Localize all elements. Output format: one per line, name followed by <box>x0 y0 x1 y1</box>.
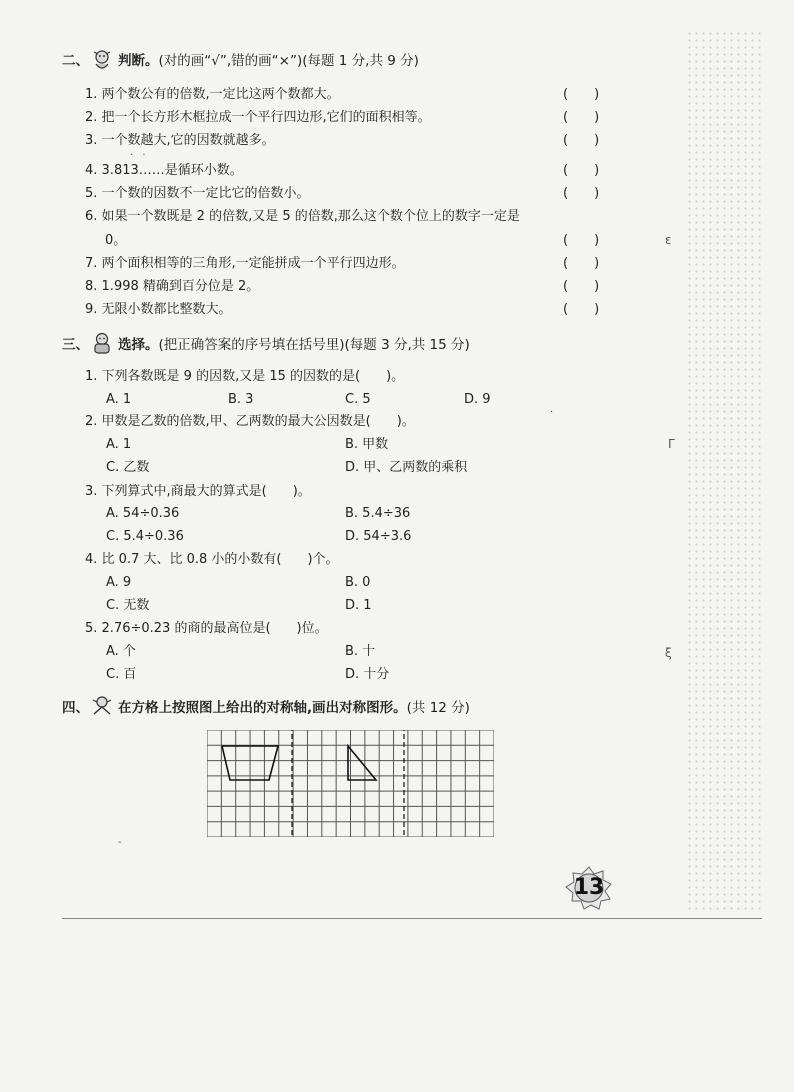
footer-rule <box>62 918 762 919</box>
section-choice-title: 选择。 <box>118 337 159 353</box>
section-choice-number: 三、 <box>62 337 89 353</box>
scan-mark: ‐ <box>118 837 122 848</box>
choice-q5-option-a[interactable]: A. 个 <box>106 644 136 659</box>
choice-q4-option-d[interactable]: D. 1 <box>345 598 372 613</box>
section-judge-heading <box>118 52 419 70</box>
mascot-icon <box>90 48 114 72</box>
judge-item-2: 2. 把一个长方形木框拉成一个平行四边形,它们的面积相等。 <box>85 110 431 125</box>
choice-question-5: 5. 2.76÷0.23 的商的最高位是( )位。 <box>85 621 328 636</box>
section-choice-heading <box>118 336 470 354</box>
choice-q5-option-b[interactable]: B. 十 <box>345 644 376 659</box>
judge-answer-7[interactable]: ( ) <box>563 256 600 271</box>
repeat-dots: · · <box>130 150 149 161</box>
judge-item-4: 4. 3.813……是循环小数。 <box>85 163 243 178</box>
choice-q1-option-c[interactable]: C. 5 <box>345 392 371 407</box>
choice-q2-option-b[interactable]: B. 甲数 <box>345 437 389 452</box>
choice-q5-option-c[interactable]: C. 百 <box>106 667 137 682</box>
section-draw-heading <box>118 699 470 717</box>
judge-item-8: 8. 1.998 精确到百分位是 2。 <box>85 279 260 294</box>
binding-dots <box>686 30 764 910</box>
choice-q3-option-a[interactable]: A. 54÷0.36 <box>106 506 180 521</box>
choice-q2-option-a[interactable]: A. 1 <box>106 437 132 452</box>
mascot-icon <box>90 331 114 355</box>
scan-mark: Γ <box>668 437 675 451</box>
judge-answer-5[interactable]: ( ) <box>563 186 600 201</box>
choice-question-1: 1. 下列各数既是 9 的因数,又是 15 的因数的是( )。 <box>85 369 405 384</box>
choice-q2-option-d[interactable]: D. 甲、乙两数的乘积 <box>345 460 468 475</box>
section-draw-note: (共 12 分) <box>406 700 470 716</box>
page-number: 13 <box>573 875 605 900</box>
judge-item-6-cont: 0。 <box>105 233 127 248</box>
judge-item-7: 7. 两个面积相等的三角形,一定能拼成一个平行四边形。 <box>85 256 405 271</box>
judge-answer-4[interactable]: ( ) <box>563 163 600 178</box>
choice-q1-option-d[interactable]: D. 9 <box>464 392 491 407</box>
section-judge-title: 判断。 <box>118 53 159 69</box>
judge-answer-6[interactable]: ( ) <box>563 233 600 248</box>
judge-answer-2[interactable]: ( ) <box>563 110 600 125</box>
choice-question-3: 3. 下列算式中,商最大的算式是( )。 <box>85 484 311 499</box>
section-draw-title: 在方格上按照图上给出的对称轴,画出对称图形。 <box>118 700 407 716</box>
choice-q3-option-c[interactable]: C. 5.4÷0.36 <box>106 529 184 544</box>
choice-q2-option-c[interactable]: C. 乙数 <box>106 460 150 475</box>
choice-q4-option-b[interactable]: B. 0 <box>345 575 371 590</box>
choice-q4-option-a[interactable]: A. 9 <box>106 575 132 590</box>
scan-mark: ξ <box>665 646 672 660</box>
judge-answer-3[interactable]: ( ) <box>563 133 600 148</box>
mascot-icon <box>90 694 114 718</box>
choice-q4-option-c[interactable]: C. 无数 <box>106 598 150 613</box>
choice-question-4: 4. 比 0.7 大、比 0.8 小的小数有( )个。 <box>85 552 339 567</box>
scan-mark: · <box>550 407 554 418</box>
section-draw-number: 四、 <box>62 700 89 716</box>
choice-q3-option-b[interactable]: B. 5.4÷36 <box>345 506 411 521</box>
choice-q3-option-d[interactable]: D. 54÷3.6 <box>345 529 412 544</box>
scan-mark: ε <box>665 233 672 247</box>
symmetry-grid-drawing <box>207 730 494 837</box>
judge-answer-1[interactable]: ( ) <box>563 87 600 102</box>
judge-answer-8[interactable]: ( ) <box>563 279 600 294</box>
judge-answer-9[interactable]: ( ) <box>563 302 600 317</box>
judge-item-6: 6. 如果一个数既是 2 的倍数,又是 5 的倍数,那么这个数个位上的数字一定是 <box>85 209 520 224</box>
section-judge-number: 二、 <box>62 53 89 69</box>
choice-q1-option-a[interactable]: A. 1 <box>106 392 132 407</box>
judge-item-1: 1. 两个数公有的倍数,一定比这两个数都大。 <box>85 87 340 102</box>
symmetry-grid[interactable] <box>207 730 494 837</box>
section-judge-note: (对的画“√”,错的画“×”)(每题 1 分,共 9 分) <box>158 53 419 69</box>
judge-item-9: 9. 无限小数都比整数大。 <box>85 302 232 317</box>
choice-question-2: 2. 甲数是乙数的倍数,甲、乙两数的最大公因数是( )。 <box>85 414 415 429</box>
choice-q5-option-d[interactable]: D. 十分 <box>345 667 390 682</box>
judge-item-5: 5. 一个数的因数不一定比它的倍数小。 <box>85 186 310 201</box>
half-shape-triangle <box>348 746 376 780</box>
section-choice-note: (把正确答案的序号填在括号里)(每题 3 分,共 15 分) <box>158 337 470 353</box>
choice-q1-option-b[interactable]: B. 3 <box>228 392 254 407</box>
judge-item-3: 3. 一个数越大,它的因数就越多。 <box>85 133 275 148</box>
